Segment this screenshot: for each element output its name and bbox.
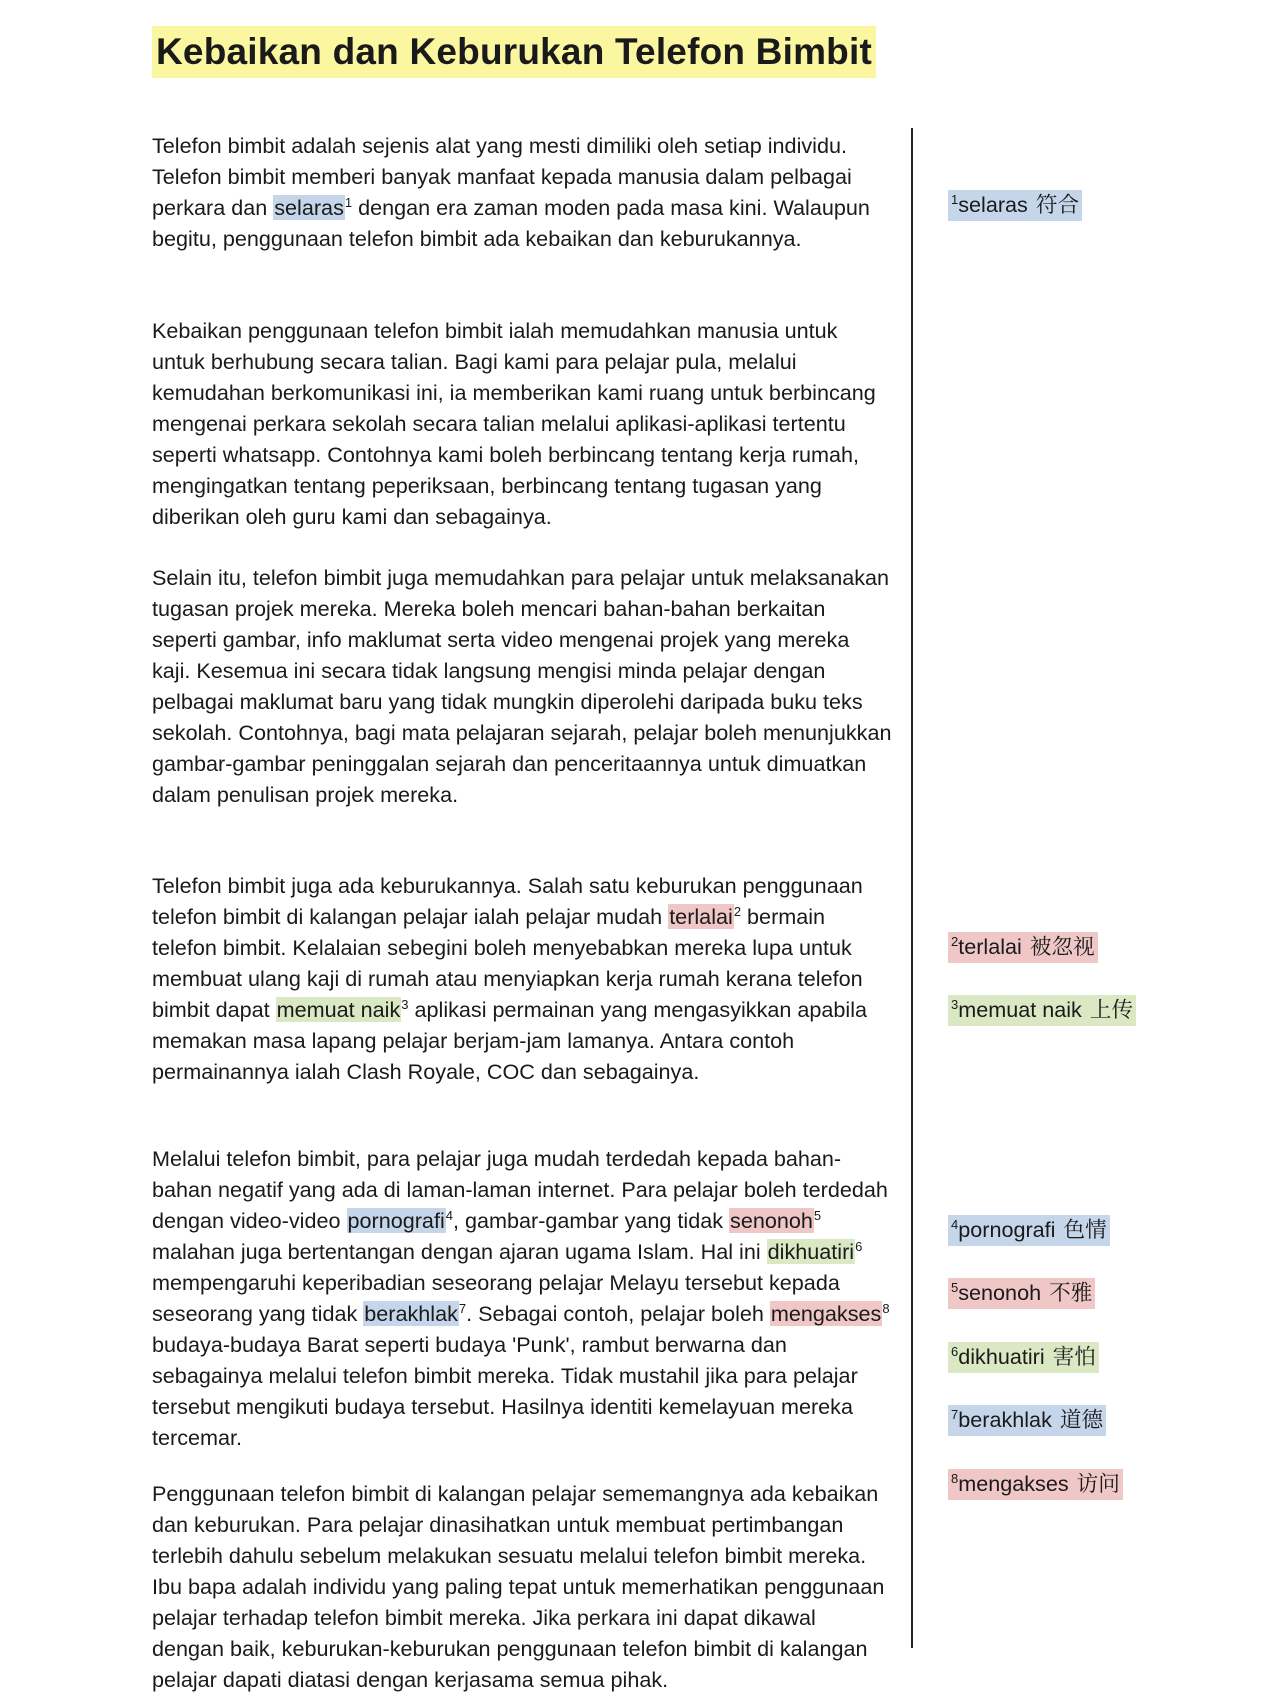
highlight-senonoh: senonoh — [730, 1208, 813, 1233]
highlight-pornografi: pornografi — [347, 1208, 445, 1233]
vocab-note: $^5$senonoh 不雅 — [948, 1278, 1095, 1309]
paragraph-conclusion: Penggunaan telefon bimbit di kalangan pelajar sememangnya ada kebaikan dan keburukan. Para pelajar dinasihatkan untuk membuat pertimbangan terlebih dahulu sebelum melakukan sesuatu melalui telefon bimbit mereka. Ibu bapa adalah individu yang paling tepat untuk memerhatikan penggunaan pelajar terhadap telefon bimbit mereka. Jika perkara ini dapat dikawal dengan baik, keburukan-keburukan penggunaan telefon bimbit di kalangan pelajar dapati diatasi dengan kerjasama semua pihak. — [152, 1481, 885, 1692]
vocab-note: $^4$pornografi 色情 — [948, 1215, 1110, 1246]
vocab-note: $^3$memuat naik 上传 — [948, 995, 1136, 1026]
vocab-note: $^6$dikhuatiri 害怕 — [948, 1342, 1099, 1373]
paragraph-intro: Telefon bimbit adalah sejenis alat yang mesti dimiliki oleh setiap individu. Telefon bimbit memberi banyak manfaat kepada manusia dalam pelbagai perkara dan selaras$^1$ dengan era zaman moden pada masa kini. Walaupun begitu, penggunaan telefon bimbit ada kebaikan dan keburukannya. — [152, 133, 870, 251]
page-title: Kebaikan dan Keburukan Telefon Bimbit — [152, 26, 876, 78]
highlight-selaras: selaras — [274, 195, 344, 220]
highlight-terlalai: terlalai — [669, 904, 733, 929]
paragraph-kebaikan-2: Selain itu, telefon bimbit juga memudahkan para pelajar untuk melaksanakan tugasan projek mereka. Mereka boleh mencari bahan-bahan berkaitan seperti gambar, info maklumat serta video mengenai projek yang mereka kaji. Kesemua ini secara tidak langsung mengisi minda pelajar dengan pelbagai maklumat baru yang tidak mungkin diperolehi daripada buku teks sekolah. Contohnya, bagi mata pelajaran sejarah, pelajar boleh menunjukkan gambar-gambar peninggalan sejarah dan penceritaannya untuk dimuatkan dalam penulisan projek mereka. — [152, 565, 892, 807]
paragraph-keburukan-1: Telefon bimbit juga ada keburukannya. Salah satu keburukan penggunaan telefon bimbit di kalangan pelajar ialah pelajar mudah terlalai$^2$ bermain telefon bimbit. Kelalaian sebegini boleh menyebabkan mereka lupa untuk membuat ulang kaji di rumah atau menyiapkan kerja rumah kerana telefon bimbit dapat memuat naik$^3$ aplikasi permainan yang mengasyikkan apabila memakan masa lapang pelajar berjam-jam lamanya. Antara contoh permainannya ialah Clash Royale, COC dan sebagainya. — [152, 873, 868, 1084]
paragraph-kebaikan-1: Kebaikan penggunaan telefon bimbit ialah memudahkan manusia untuk untuk berhubung secara talian. Bagi kami para pelajar pula, melalui kemudahan berkomunikasi ini, ia memberikan kami ruang untuk berbincang mengenai perkara sekolah secara talian melalui aplikasi-aplikasi tertentu seperti whatsapp. Contohnya kami boleh berbincang tentang kerja rumah, mengingatkan tentang peperiksaan, berbincang tentang tugasan yang diberikan oleh guru kami dan sebagainya. — [152, 318, 876, 529]
vocab-note: $^2$terlalai 被忽视 — [948, 932, 1098, 963]
highlight-dikhuatiri: dikhuatiri — [767, 1239, 855, 1264]
highlight-memuat-naik: memuat naik — [276, 997, 401, 1022]
vocab-note: $^8$mengakses 访问 — [948, 1469, 1123, 1500]
column-divider — [911, 128, 913, 1648]
vocab-note: $^1$selaras 符合 — [948, 190, 1082, 221]
vocab-note: $^7$berakhlak 道德 — [948, 1405, 1106, 1436]
paragraph-keburukan-2: Melalui telefon bimbit, para pelajar juga mudah terdedah kepada bahan-bahan negatif yang ada di laman-laman internet. Para pelajar boleh terdedah dengan video-video pornografi$^4$, gambar-gambar yang tidak senonoh$^5$ malahan juga bertentangan dengan ajaran ugama Islam. Hal ini dikhuatiri$^6$ mempengaruhi keperibadian seseorang pelajar Melayu tersebut kepada seseorang yang tidak berakhlak$^7$. Sebagai contoh, pelajar boleh mengakses$^8$ budaya-budaya Barat seperti budaya 'Punk', rambut berwarna dan sebagainya melalui telefon bimbit mereka. Tidak mustahil jika para pelajar tersebut mengikuti budaya tersebut. Hasilnya identiti kemelayuan mereka tercemar. — [152, 1146, 890, 1450]
highlight-berakhlak: berakhlak — [364, 1301, 458, 1326]
highlight-mengakses: mengakses — [770, 1301, 882, 1326]
